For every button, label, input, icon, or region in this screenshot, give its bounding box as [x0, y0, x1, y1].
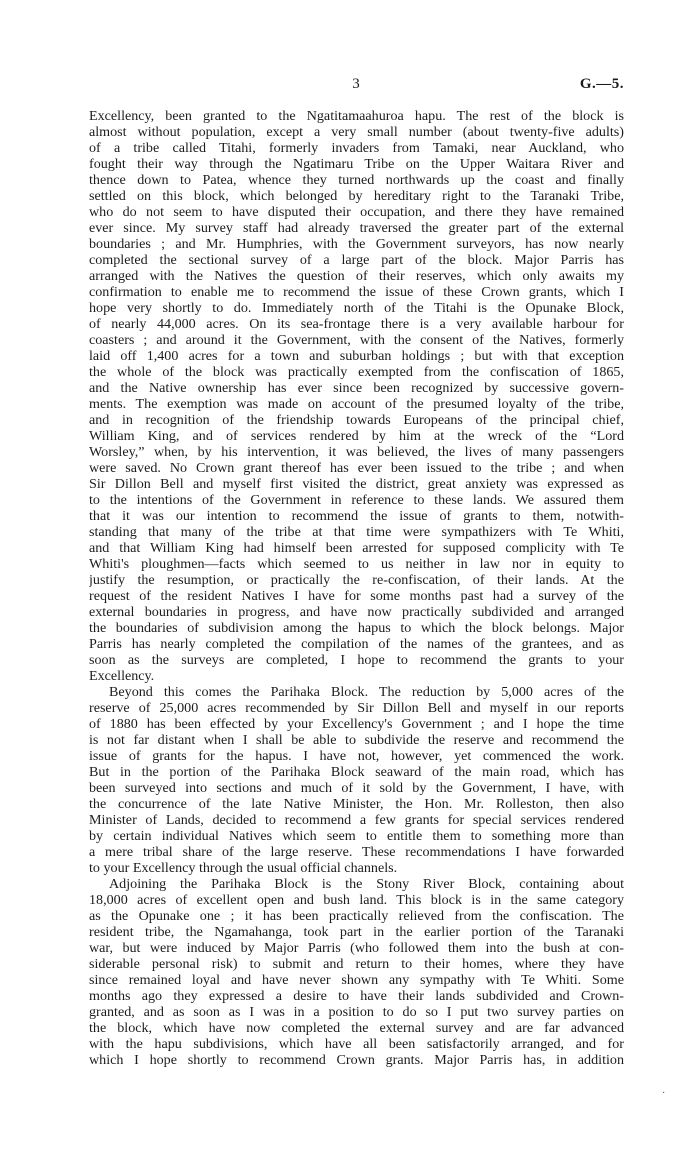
margin-mark: ·: [662, 1088, 666, 1099]
text-line: a mere tribal share of the large reserve. These recommendations I have forwarded: [89, 844, 624, 860]
text-line: war, but were induced by Major Parris (who followed them into the bush at con-: [89, 940, 624, 956]
text-line: hope very shortly to do. Immediately north of the Titahi is the Opunake Block,: [89, 300, 624, 316]
text-line: William King, and of services rendered by him at the wreck of the “Lord: [89, 428, 624, 444]
text-line: Whiti's ploughmen—facts which seemed to us neither in law nor in equity to: [89, 556, 624, 572]
text-line: almost without population, except a very small number (about twenty-five adults): [89, 124, 624, 140]
text-line: ever since. My survey staff had already traversed the greater part of the external: [89, 220, 624, 236]
text-line: completed the sectional survey of a large part of the block. Major Parris has: [89, 252, 624, 268]
text-line: Beyond this comes the Parihaka Block. The reduction by 5,000 acres of the: [109, 684, 624, 700]
text-line: settled on this block, which belonged by hereditary right to the Taranaki Tribe,: [89, 188, 624, 204]
text-line: and that William King had himself been arrested for supposed complicity with Te: [89, 540, 624, 556]
text-line: and in recognition of the friendship towards Europeans of the principal chief,: [89, 412, 624, 428]
text-line: confirmation to enable me to recommend the issue of these Crown grants, which I: [89, 284, 624, 300]
text-line: the whole of the block was practically exempted from the confiscation of 1865,: [89, 364, 624, 380]
text-line: resident tribe, the Ngamahanga, took part in the earlier portion of the Taranaki: [89, 924, 624, 940]
text-line: the boundaries of subdivision among the hapus to which the block belongs. Major: [89, 620, 624, 636]
text-line: external boundaries in progress, and have now practically subdivided and arranged: [89, 604, 624, 620]
text-line: the concurrence of the late Native Minister, the Hon. Mr. Rolleston, then also: [89, 796, 624, 812]
text-line: justify the resumption, or practically the re-confiscation, of their lands. At the: [89, 572, 624, 588]
text-line: arranged with the Natives the question of their reserves, which only awaits my: [89, 268, 624, 284]
text-line: of a tribe called Titahi, formerly invaders from Tamaki, near Auckland, who: [89, 140, 624, 156]
text-line: months ago they expressed a desire to have their lands subdivided and Crown-: [89, 988, 624, 1004]
text-line: with the hapu subdivisions, which have all been satisfactorily arranged, and for: [89, 1036, 624, 1052]
text-line: ments. The exemption was made on account of the presumed loyalty of the tribe,: [89, 396, 624, 412]
text-line: Sir Dillon Bell and myself first visited the district, great anxiety was expressed as: [89, 476, 624, 492]
text-line: of nearly 44,000 acres. On its sea-frontage there is a very available harbour for: [89, 316, 624, 332]
text-line: since remained loyal and have never shown any sympathy with Te Whiti. Some: [89, 972, 624, 988]
text-line: is not far distant when I shall be able to subdivide the reserve and recommend the: [89, 732, 624, 748]
text-line: boundaries ; and Mr. Humphries, with the Government surveyors, has now nearly: [89, 236, 624, 252]
text-line: of 1880 has been effected by your Excellency's Government ; and I hope the time: [89, 716, 624, 732]
text-line: 18,000 acres of excellent open and bush land. This block is in the same category: [89, 892, 624, 908]
text-line: request of the resident Natives I have for some months past had a survey of the: [89, 588, 624, 604]
text-line: who do not seem to have disputed their occupation, and there they have remained: [89, 204, 624, 220]
body-text: [89, 108, 624, 1068]
text-line: that it was our intention to recommend the issue of grants to them, notwith-: [89, 508, 624, 524]
text-line: issue of grants for the hapus. I have not, however, yet commenced the work.: [89, 748, 624, 764]
text-line: which I hope shortly to recommend Crown grants. Major Parris has, in addition: [89, 1052, 624, 1068]
text-line: been surveyed into sections and much of it sold by the Government, I have, with: [89, 780, 624, 796]
text-line: the block, which have now completed the external survey and are far advanced: [89, 1020, 624, 1036]
text-line: granted, and as soon as I was in a position to do so I put two survey parties on: [89, 1004, 624, 1020]
document-code: G.—5.: [579, 76, 624, 92]
text-line: to the intentions of the Government in reference to these lands. We assured them: [89, 492, 624, 508]
page-header: [88, 76, 624, 98]
text-line: Excellency, been granted to the Ngatitamaahuroa hapu. The rest of the block is: [89, 108, 624, 124]
text-line: Minister of Lands, decided to recommend a few grants for special services rendered: [89, 812, 624, 828]
text-line: standing that many of the tribe at that time were sympathizers with Te Whiti,: [89, 524, 624, 540]
text-line: and the Native ownership has ever since been recognized by successive govern-: [89, 380, 624, 396]
text-line: Worsley,” when, by his intervention, it was believed, the lives of many passengers: [89, 444, 624, 460]
page-number: 3: [352, 76, 360, 92]
text-line: fought their way through the Ngatimaru Tribe on the Upper Waitara River and: [89, 156, 624, 172]
text-line: as the Opunake one ; it has been practically relieved from the confiscation. The: [89, 908, 624, 924]
text-line: were saved. No Crown grant thereof has ever been issued to the tribe ; and when: [89, 460, 624, 476]
text-line: Parris has nearly completed the compilation of the names of the grantees, and as: [89, 636, 624, 652]
text-line: siderable personal risk) to submit and return to their homes, where they have: [89, 956, 624, 972]
text-line: laid off 1,400 acres for a town and suburban holdings ; but with that exception: [89, 348, 624, 364]
text-line: to your Excellency through the usual official channels.: [89, 860, 398, 876]
text-line: Adjoining the Parihaka Block is the Stony River Block, containing about: [109, 876, 624, 892]
text-line: Excellency.: [89, 668, 155, 684]
text-line: thence down to Patea, whence they turned northwards up the coast and finally: [89, 172, 624, 188]
text-line: soon as the surveys are completed, I hope to recommend the grants to your: [89, 652, 624, 668]
text-line: But in the portion of the Parihaka Block seaward of the main road, which has: [89, 764, 624, 780]
text-line: coasters ; and around it the Government, with the consent of the Natives, formerly: [89, 332, 624, 348]
text-line: by certain individual Natives which seem to entitle them to something more than: [89, 828, 624, 844]
text-line: reserve of 25,000 acres recommended by Sir Dillon Bell and myself in our reports: [89, 700, 624, 716]
